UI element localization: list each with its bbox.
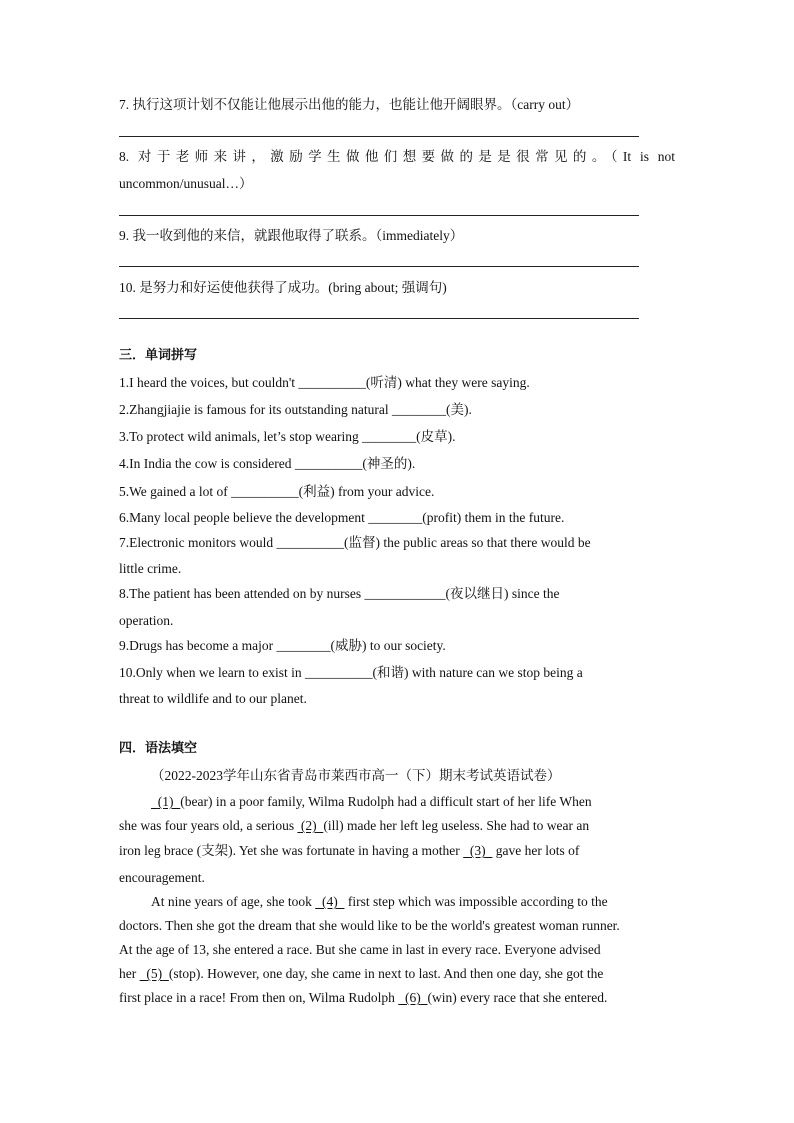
translation-item-10: 10. 是努力和好运使他获得了成功。(bring about; 强调句) (119, 280, 447, 295)
translation-item-7: 7. 执行这项计划不仅能让他展示出他的能力，也能让他开阔眼界。（carry out） (119, 97, 580, 112)
answer-line (119, 136, 639, 137)
spelling-item: 3.To protect wild animals, let’s stop wearing ________(皮草). (119, 429, 456, 444)
answer-line (119, 318, 639, 319)
passage-line: doctors. Then she got the dream that she would like to be the world's greatest woman runner. (119, 918, 620, 933)
spelling-item: 6.Many local people believe the development ________(profit) them in the future. (119, 510, 565, 525)
answer-line (119, 266, 639, 267)
passage-line: At nine years of age, she took (4) first step which was impossible according to the (151, 894, 608, 909)
spelling-item: 2.Zhangjiajie is famous for its outstanding natural ________(美). (119, 402, 472, 417)
passage-line: (1) (bear) in a poor family, Wilma Rudolph had a difficult start of her life When (157, 794, 592, 809)
answer-line (119, 215, 639, 216)
translation-item-9: 9. 我一收到他的来信，就跟他取得了联系。（immediately） (119, 228, 464, 243)
translation-item-8-line2: uncommon/unusual…） (119, 176, 253, 191)
section-4-heading: 四．语法填空 (119, 741, 198, 756)
spelling-item: 7.Electronic monitors would __________(监督) the public areas so that there would be (119, 535, 591, 550)
passage-line: her (5) (stop). However, one day, she came in next to last. And then one day, she got the (119, 966, 604, 981)
passage-line: encouragement. (119, 870, 205, 885)
passage-line: iron leg brace (支架). Yet she was fortunate in having a mother (3) gave her lots of (119, 843, 580, 858)
spelling-item: 8.The patient has been attended on by nurses ____________(夜以继日) since the (119, 586, 560, 601)
spelling-item: threat to wildlife and to our planet. (119, 691, 307, 706)
passage-line: first place in a race! From then on, Wilma Rudolph (6) (win) every race that she entered. (119, 990, 608, 1005)
translation-item-8-line1: 8. 对于老师来讲，激励学生做他们想要做的是是很常见的。（It is not (119, 149, 675, 164)
spelling-item: 4.In India the cow is considered __________(神圣的). (119, 456, 416, 471)
spelling-item: 10.Only when we learn to exist in __________(和谐) with nature can we stop being a (119, 665, 583, 680)
source-note: （2022-2023学年山东省青岛市莱西市高一（下）期末考试英语试卷） (151, 768, 561, 783)
passage-line: At the age of 13, she entered a race. But she came in last in every race. Everyone advised (119, 942, 601, 957)
spelling-item: little crime. (119, 561, 182, 576)
spelling-item: 9.Drugs has become a major ________(威胁) to our society. (119, 638, 446, 653)
spelling-item: 1.I heard the voices, but couldn't __________(听清) what they were saying. (119, 375, 530, 390)
spelling-item: operation. (119, 613, 174, 628)
section-3-heading: 三．单词拼写 (119, 348, 198, 363)
passage-line: she was four years old, a serious (2) (ill) made her left leg useless. She had to wear an (119, 818, 590, 833)
spelling-item: 5.We gained a lot of __________(利益) from your advice. (119, 484, 435, 499)
